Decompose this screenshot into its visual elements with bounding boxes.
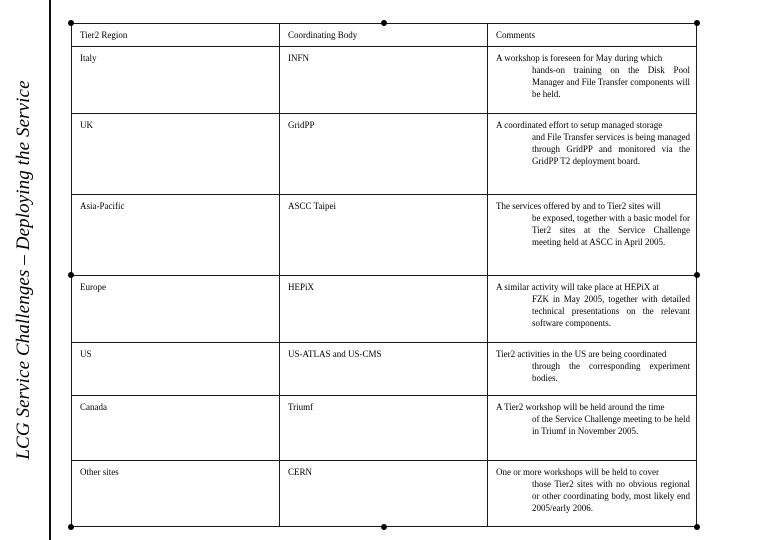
table-header-row [72, 24, 697, 47]
comment-continuation: through the corresponding experiment bodies. [532, 361, 690, 383]
comment-continuation: of the Service Challenge meeting to be held in Triumf in November 2005. [532, 414, 690, 436]
table-row [72, 461, 697, 527]
region-cell: Canada [72, 396, 280, 461]
body-cell: CERN [280, 461, 488, 527]
side-title-band [0, 0, 51, 540]
comment-first-line: A workshop is foreseen for May during which [496, 53, 663, 63]
comment-continuation: those Tier2 sites with no obvious regional or other coordinating body, most likely end 2005/early 2006. [532, 479, 690, 513]
body-cell: HEPiX [280, 276, 488, 343]
comment-first-line: Tier2 activities in the US are being coordinated [496, 349, 667, 359]
comment-cell [488, 343, 697, 396]
comment-continuation: hands-on training on the Disk Pool Manager and File Transfer components will be held. [532, 65, 690, 99]
comment-cell [488, 114, 697, 195]
table-row [72, 276, 697, 343]
header-comments: Comments [488, 24, 697, 47]
comment-first-line: One or more workshops will be held to cover [496, 467, 659, 477]
comment-cell [488, 396, 697, 461]
region-cell: Italy [72, 47, 280, 114]
comment-continuation: be exposed, together with a basic model for Tier2 sites at the Service Challenge meeting held at ASCC in April 2005. [532, 213, 690, 247]
region-cell: Asia-Pacific [72, 195, 280, 276]
table-row [72, 114, 697, 195]
table-row [72, 47, 697, 114]
body-cell: Triumf [280, 396, 488, 461]
comment-first-line: A coordinated effort to setup managed storage [496, 120, 663, 130]
body-cell: ASCC Taipei [280, 195, 488, 276]
body-cell: INFN [280, 47, 488, 114]
selection-handle[interactable] [381, 20, 387, 26]
region-cell: Other sites [72, 461, 280, 527]
selection-handle[interactable] [68, 272, 74, 278]
header-tier2-region: Tier2 Region [72, 24, 280, 47]
selection-handle[interactable] [694, 272, 700, 278]
body-cell: GridPP [280, 114, 488, 195]
comment-cell [488, 47, 697, 114]
region-cell: UK [72, 114, 280, 195]
comment-cell [488, 195, 697, 276]
comment-first-line: A similar activity will take place at HEPiX at [496, 282, 659, 292]
region-cell: Europe [72, 276, 280, 343]
table-row [72, 343, 697, 396]
body-cell: US-ATLAS and US-CMS [280, 343, 488, 396]
slide-title: LCG Service Challenges – Deploying the Service [13, 80, 34, 460]
comment-first-line: A Tier2 workshop will be held around the time [496, 402, 665, 412]
header-coordinating-body: Coordinating Body [280, 24, 488, 47]
selection-handle[interactable] [381, 524, 387, 530]
selection-handle[interactable] [694, 524, 700, 530]
comment-cell [488, 276, 697, 343]
region-cell: US [72, 343, 280, 396]
comment-continuation: FZK in May 2005, together with detailed technical presentations on the relevant software components. [532, 294, 690, 328]
comment-cell [488, 461, 697, 527]
selection-handle[interactable] [694, 20, 700, 26]
selection-handle[interactable] [68, 524, 74, 530]
tier2-coordination-table [71, 23, 697, 527]
comment-continuation: and File Transfer services is being managed through GridPP and monitored via the GridPP T2 deployment board. [532, 132, 690, 166]
table-row [72, 195, 697, 276]
comment-first-line: The services offered by and to Tier2 sites will [496, 201, 661, 211]
table-row [72, 396, 697, 461]
selection-handle[interactable] [68, 20, 74, 26]
